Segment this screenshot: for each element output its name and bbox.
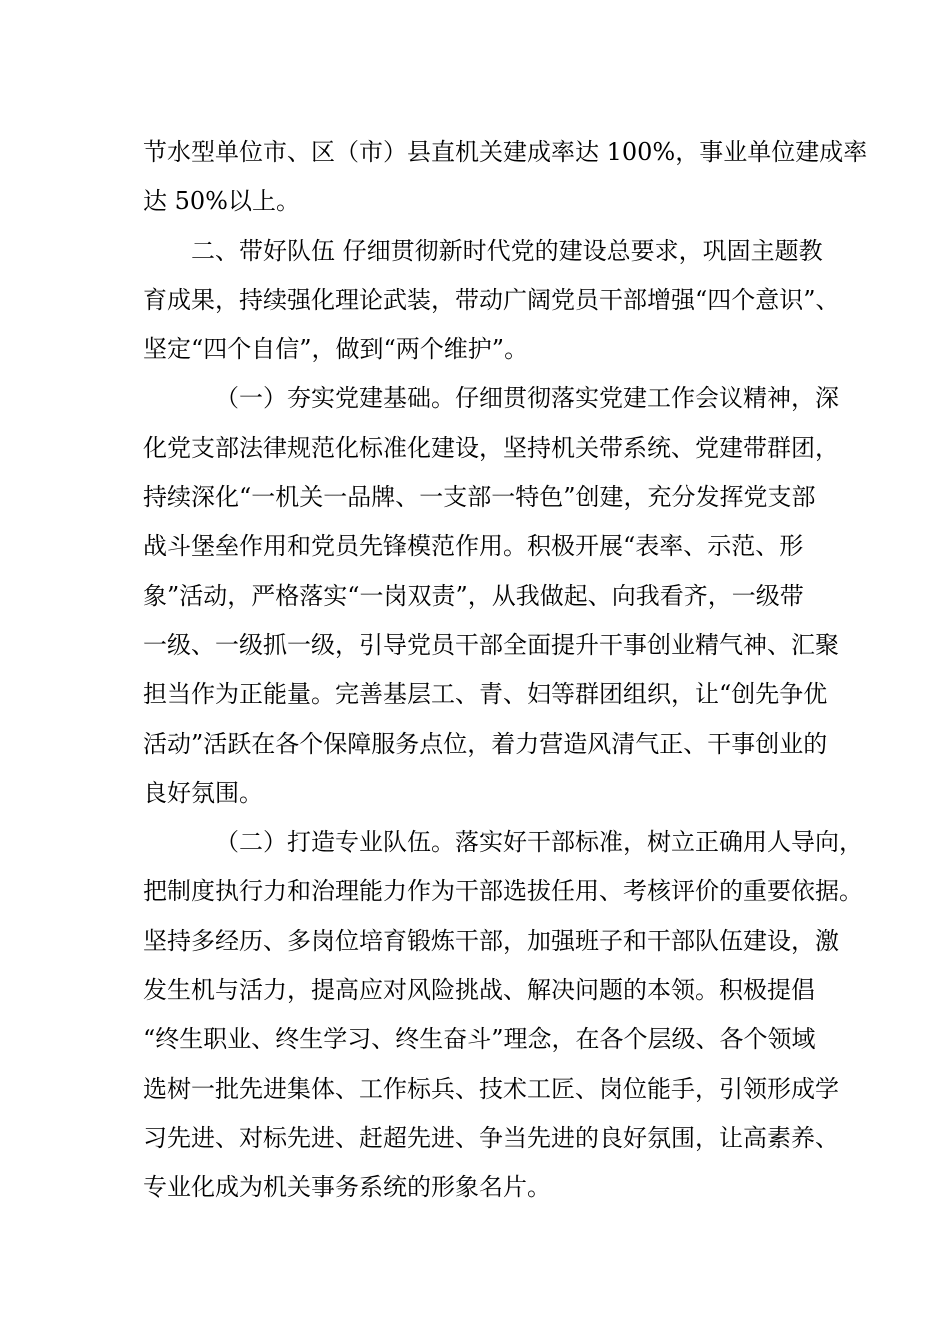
text-line: 专业化成为机关事务系统的形象名片。 [143, 1173, 551, 1202]
text-line: 二、带好队伍 仔细贯彻新时代党的建设总要求，巩固主题教 [191, 236, 823, 265]
text-line: （一）夯实党建基础。仔细贯彻落实党建工作会议精神，深 [215, 384, 839, 413]
paragraph-section-two [143, 227, 840, 375]
text-line: 发生机与活力，提高应对风险挑战、解决问题的本领。积极提倡 [143, 976, 815, 1005]
paragraph-party-foundation [143, 374, 839, 818]
text-line: 习先进、对标先进、赶超先进、争当先进的良好氛围，让高素养、 [143, 1123, 839, 1152]
paragraph-water-saving [143, 128, 868, 227]
text-line: 坚持多经历、多岗位培育锻炼干部，加强班子和干部队伍建设，激 [143, 926, 839, 955]
text-line: 象”活动，严格落实“一岗双责”，从我做起、向我看齐，一级带 [143, 581, 804, 610]
text-line: 选树一批先进集体、工作标兵、技术工匠、岗位能手，引领形成学 [143, 1074, 839, 1103]
text-line: 达 50%以上。 [143, 187, 300, 216]
text-line: 持续深化“一机关一品牌、一支部一特色”创建，充分发挥党支部 [143, 483, 816, 512]
text-line: 担当作为正能量。完善基层工、青、妇等群团组织，让“创先争优 [143, 680, 828, 709]
text-line: 一级、一级抓一级，引导党员干部全面提升干事创业精气神、汇聚 [143, 630, 839, 659]
text-line: 节水型单位市、区（市）县直机关建成率达 100%，事业单位建成率 [143, 138, 868, 166]
text-line: 把制度执行力和治理能力作为干部选拔任用、考核评价的重要依据。 [143, 877, 863, 906]
text-line: 育成果，持续强化理论武装，带动广阔党员干部增强“四个意识”、 [143, 285, 840, 314]
text-line: 活动”活跃在各个保障服务点位，着力营造风清气正、干事创业的 [143, 729, 828, 758]
text-line: 战斗堡垒作用和党员先锋模范作用。积极开展“表率、示范、形 [143, 532, 804, 561]
text-line: 化党支部法律规范化标准化建设，坚持机关带系统、党建带群团， [143, 433, 839, 462]
text-line: “终生职业、终生学习、终生奋斗”理念，在各个层级、各个领域 [143, 1025, 816, 1054]
text-line: 坚定“四个自信”，做到“两个维护”。 [143, 335, 529, 364]
text-line: 良好氛围。 [143, 778, 263, 807]
paragraph-professional-team [143, 818, 863, 1212]
text-line: （二）打造专业队伍。落实好干部标准，树立正确用人导向， [215, 828, 863, 857]
document-body [143, 128, 868, 1213]
